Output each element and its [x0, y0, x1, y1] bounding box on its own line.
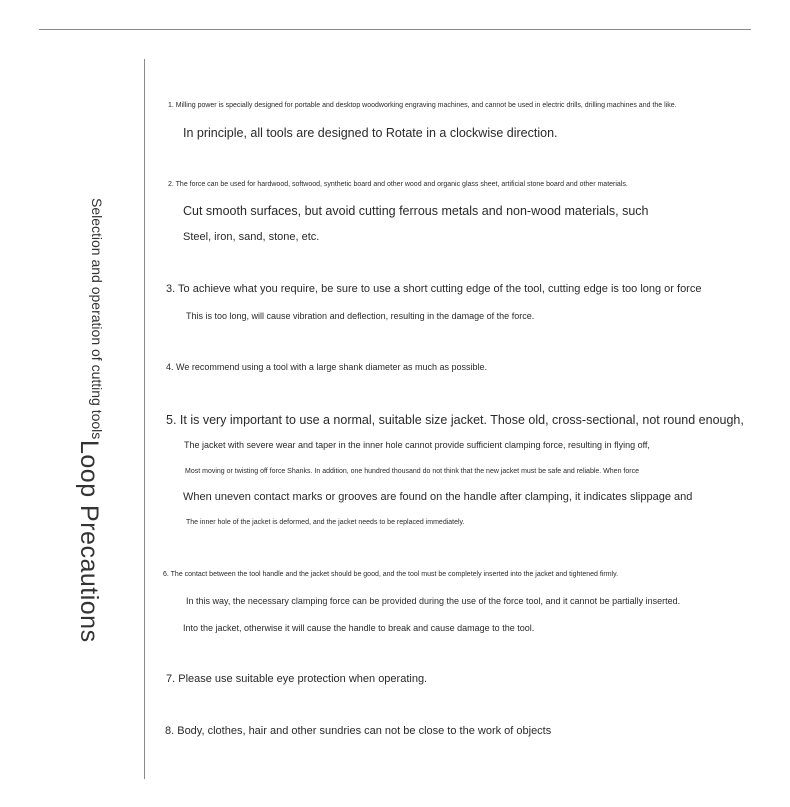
item-2-line-3: Steel, iron, sand, stone, etc.: [183, 231, 320, 243]
item-5-line-2: The jacket with severe wear and taper in the inner hole cannot provide sufficient clamping force, resulting in flying off,: [184, 440, 650, 450]
item-2-line-1: 2. The force can be used for hardwood, softwood, synthetic board and other wood and organic glass sheet, artificial stone board and other materials.: [168, 181, 628, 188]
item-6-line-3: Into the jacket, otherwise it will cause the handle to break and cause damage to the tool.: [183, 623, 535, 633]
item-1-line-1: 1. Milling power is specially designed for portable and desktop woodworking engraving machines, and cannot be used in electric drills, drilling machines and the like.: [168, 102, 677, 109]
item-5-line-1: 5. It is very important to use a normal, suitable size jacket. Those old, cross-sectional, not round enough,: [166, 413, 744, 427]
item-6-line-1: 6. The contact between the tool handle and the jacket should be good, and the tool must be completely inserted into the jacket and tightened firmly.: [163, 571, 619, 578]
top-divider: [39, 29, 751, 30]
item-4-line-1: 4. We recommend using a tool with a large shank diameter as much as possible.: [166, 362, 487, 372]
item-5-line-4: When uneven contact marks or grooves are found on the handle after clamping, it indicates slippage and: [183, 491, 693, 503]
section-title: Loop Precautions: [75, 440, 103, 643]
item-8-line-1: 8. Body, clothes, hair and other sundries can not be close to the work of objects: [165, 725, 552, 737]
item-2-line-2: Cut smooth surfaces, but avoid cutting ferrous metals and non-wood materials, such: [183, 204, 649, 218]
item-5-line-3: Most moving or twisting off force Shanks. In addition, one hundred thousand do not think that the new jacket must be safe and reliable. When force: [185, 468, 639, 475]
item-3-line-2: This is too long, will cause vibration and deflection, resulting in the damage of the force.: [186, 311, 535, 321]
section-subtitle: [70, 198, 106, 439]
vertical-divider: [144, 59, 145, 779]
item-6-line-2: In this way, the necessary clamping force can be provided during the use of the force tool, and it cannot be partially inserted.: [186, 596, 681, 606]
item-1-line-2: In principle, all tools are designed to Rotate in a clockwise direction.: [183, 126, 558, 140]
item-7-line-1: 7. Please use suitable eye protection when operating.: [166, 673, 428, 685]
item-5-line-5: The inner hole of the jacket is deformed, and the jacket needs to be replaced immediately.: [186, 519, 465, 526]
item-3-line-1: 3. To achieve what you require, be sure to use a short cutting edge of the tool, cutting edge is too long or force: [166, 283, 702, 295]
section-subtitle-text: Selection and operation of cutting tools: [89, 198, 105, 440]
